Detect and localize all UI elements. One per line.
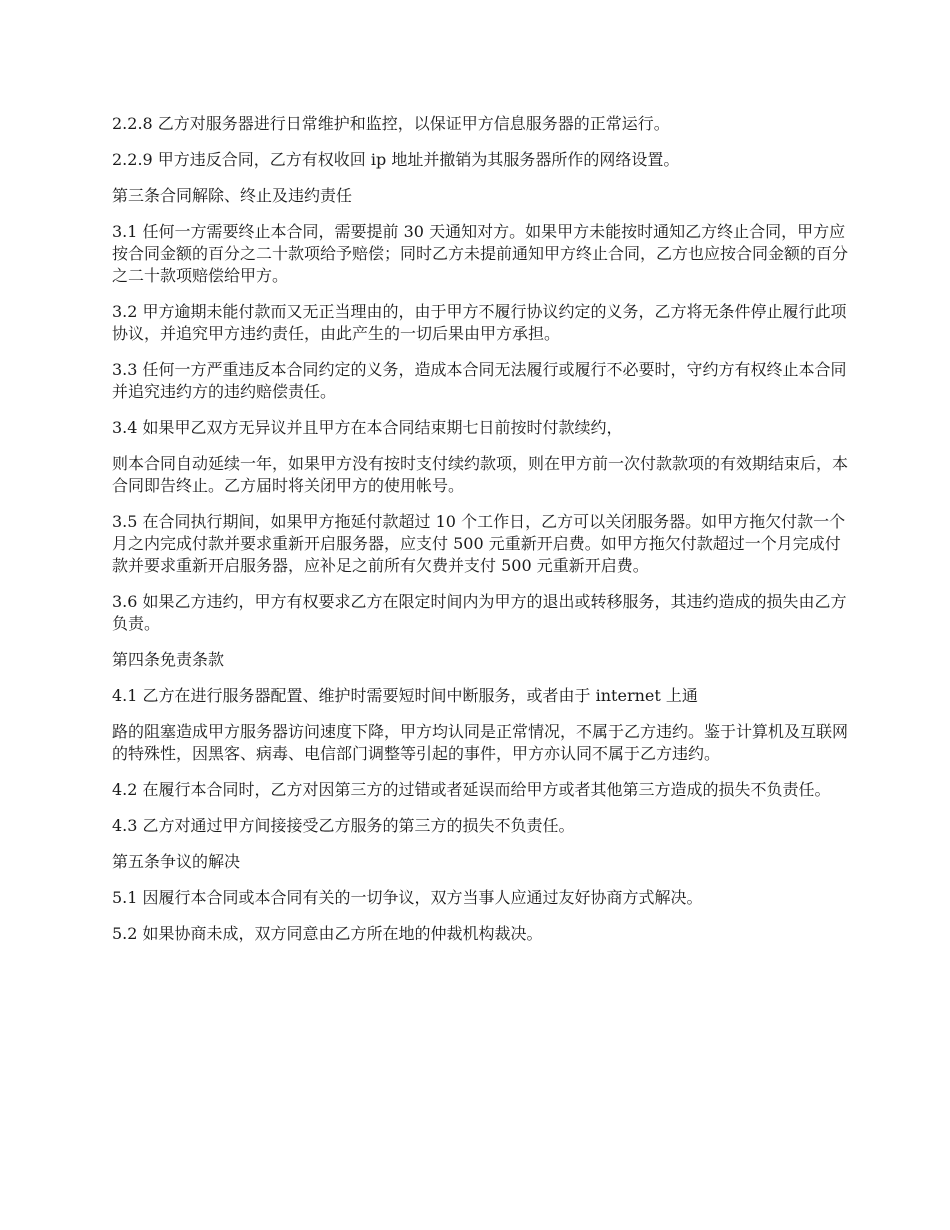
clause-3-4-continued: 则本合同自动延续一年，如果甲方没有按时支付续约款项，则在甲方前一次付款款项的有效期结束后，本合同即告终止。乙方届时将关闭甲方的使用帐号。 bbox=[112, 454, 849, 495]
clause-5-2: 5.2 如果协商未成，双方同意由乙方所在地的仲裁机构裁决。 bbox=[112, 924, 543, 943]
clause-5-1: 5.1 因履行本合同或本合同有关的一切争议，双方当事人应通过友好协商方式解决。 bbox=[112, 888, 703, 907]
section-heading-3: 第三条合同解除、终止及违约责任 bbox=[112, 186, 353, 205]
clause-4-1: 4.1 乙方在进行服务器配置、维护时需要短时间中断服务，或者由于 internet 上通 bbox=[112, 686, 698, 705]
clause-4-2: 4.2 在履行本合同时，乙方对因第三方的过错或者延误而给甲方或者其他第三方造成的损失不负责任。 bbox=[112, 780, 831, 799]
clause-2-2-8: 2.2.8 乙方对服务器进行日常维护和监控，以保证甲方信息服务器的正常运行。 bbox=[112, 114, 670, 133]
section-heading-4: 第四条免责条款 bbox=[112, 650, 225, 669]
clause-3-3: 3.3 任何一方严重违反本合同约定的义务，造成本合同无法履行或履行不必要时，守约方有权终止本合同并追究违约方的违约赔偿责任。 bbox=[112, 360, 847, 401]
clause-4-1-continued: 路的阻塞造成甲方服务器访问速度下降，甲方均认同是正常情况，不属于乙方违约。鉴于计算机及互联网的特殊性，因黑客、病毒、电信部门调整等引起的事件，甲方亦认同不属于乙方违约。 bbox=[112, 722, 849, 763]
clause-3-1: 3.1 任何一方需要终止本合同，需要提前 30 天通知对方。如果甲方未能按时通知乙方终止合同，甲方应按合同金额的百分之二十款项给予赔偿；同时乙方未提前通知甲方终止合同，乙方也应按合同金额的百分之二十款项赔偿给甲方。 bbox=[112, 222, 849, 285]
clause-3-2: 3.2 甲方逾期未能付款而又无正当理由的，由于甲方不履行协议约定的义务，乙方将无条件停止履行此项协议，并追究甲方违约责任，由此产生的一切后果由甲方承担。 bbox=[112, 302, 847, 343]
clause-4-3: 4.3 乙方对通过甲方间接接受乙方服务的第三方的损失不负责任。 bbox=[112, 816, 575, 835]
clause-3-6: 3.6 如果乙方违约，甲方有权要求乙方在限定时间内为甲方的退出或转移服务，其违约造成的损失由乙方负责。 bbox=[112, 592, 847, 633]
clause-2-2-9: 2.2.9 甲方违反合同，乙方有权收回 ip 地址并撤销为其服务器所作的网络设置。 bbox=[112, 150, 680, 169]
section-heading-5: 第五条争议的解决 bbox=[112, 852, 241, 871]
clause-3-4: 3.4 如果甲乙双方无异议并且甲方在本合同结束期七日前按时付款续约， bbox=[112, 418, 623, 437]
document-page bbox=[112, 113, 852, 959]
clause-3-5: 3.5 在合同执行期间，如果甲方拖延付款超过 10 个工作日，乙方可以关闭服务器。如甲方拖欠付款一个月之内完成付款并要求重新开启服务器，应支付 500 元重新开启费。如甲方拖欠付款超过一个月完成付款并要求重新开启服务器，应补足之前所有欠费并支付 500 元重新开启费。 bbox=[112, 512, 846, 575]
